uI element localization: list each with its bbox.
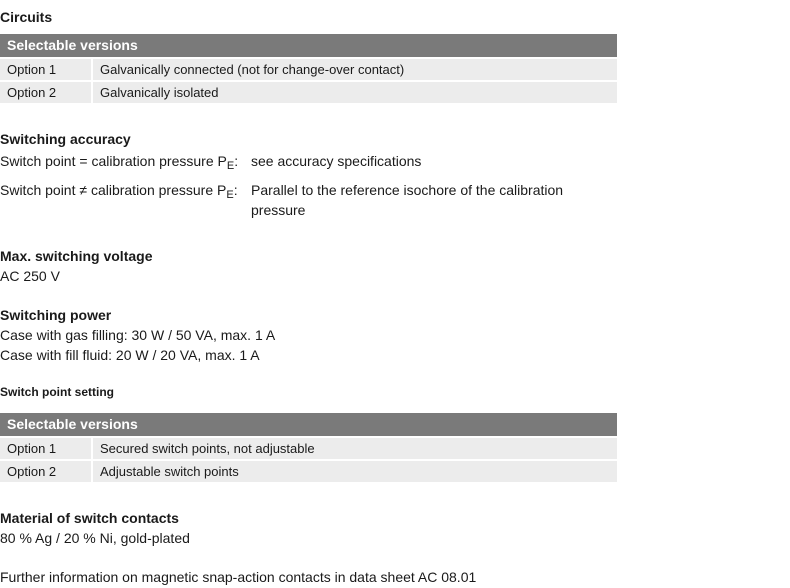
switching-power-gas: Case with gas filling: 30 W / 50 VA, max. 1 A [0,327,276,343]
circuits-versions-table [0,34,617,103]
description-cell: Galvanically connected (not for change-over contact) [93,59,617,80]
table-row [0,82,617,103]
switch-point-versions-table [0,413,617,482]
footer-note: Further information on magnetic snap-action contacts in data sheet AC 08.01 [0,569,477,585]
material-value: 80 % Ag / 20 % Ni, gold-plated [0,530,190,546]
option-cell: Option 1 [0,59,91,80]
table-row [0,59,617,80]
switching-power-heading: Switching power [0,307,112,323]
table-header: Selectable versions [0,34,617,57]
switch-point-setting-heading: Switch point setting [0,385,114,399]
max-switching-voltage-heading: Max. switching voltage [0,248,153,264]
accuracy-label: Switch point = calibration pressure $P_E$: [0,153,239,172]
description-cell: Adjustable switch points [93,461,617,482]
switching-power-fluid: Case with fill fluid: 20 W / 20 VA, max. 1 A [0,347,260,363]
accuracy-value: see accuracy specifications [251,153,422,169]
table-header: Selectable versions [0,413,617,436]
accuracy-row-not-equal [0,180,591,220]
option-cell: Option 1 [0,438,91,459]
accuracy-value: Parallel to the reference isochore of the calibration pressure [251,182,564,218]
material-heading: Material of switch contacts [0,510,179,526]
circuits-heading: Circuits [0,9,53,25]
switching-accuracy-heading: Switching accuracy [0,131,131,147]
description-cell: Galvanically isolated [93,82,617,103]
option-cell: Option 2 [0,82,91,103]
accuracy-row-equal [0,151,611,171]
table-row [0,438,617,459]
max-switching-voltage-value: AC 250 V [0,268,60,284]
table-row [0,461,617,482]
option-cell: Option 2 [0,461,91,482]
accuracy-label: Switch point ≠ calibration pressure $P_E$: [0,182,238,201]
description-cell: Secured switch points, not adjustable [93,438,617,459]
